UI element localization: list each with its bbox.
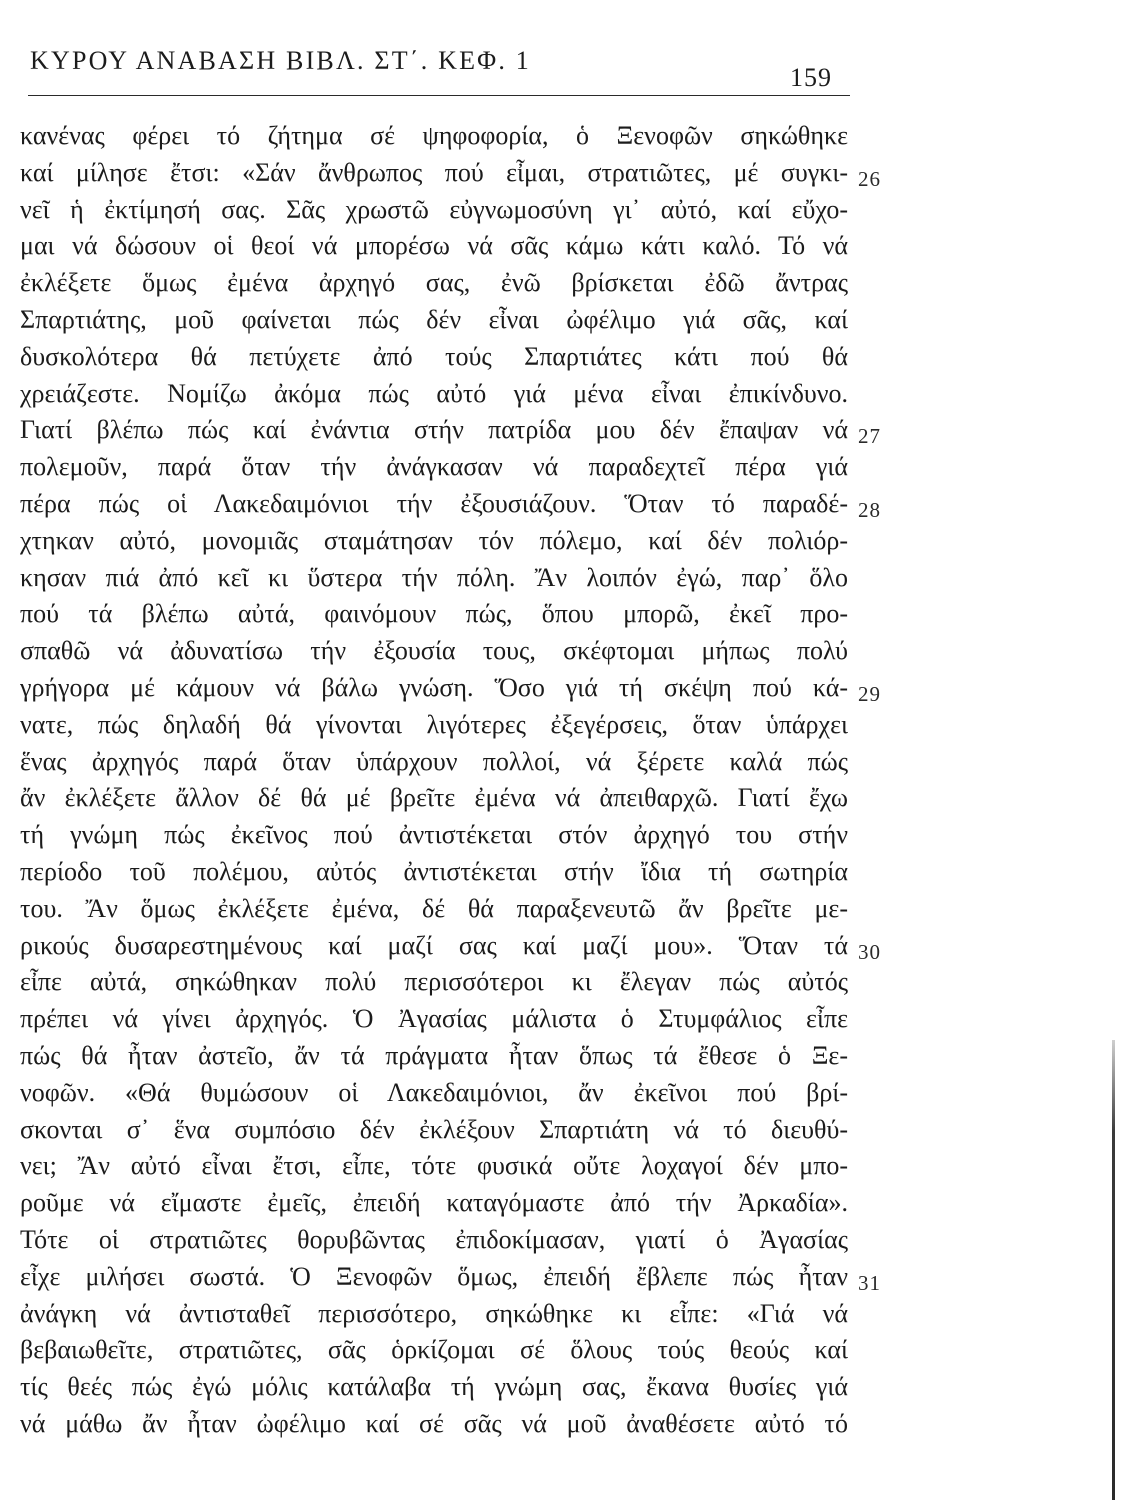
section-number: 26 — [858, 166, 881, 191]
text-row — [20, 155, 900, 192]
text-line: τίς θεές πώς ἐγώ μόλις κατάλαβα τή γνώμη σας, ἔκανα θυσίες γιά — [20, 1372, 848, 1402]
section-number: 27 — [858, 424, 881, 449]
text-line: γρήγορα μέ κάμουν νά βάλω γνώση. Ὅσο γιά τή σκέψη πού κά- — [20, 672, 848, 702]
text-row — [20, 670, 900, 707]
text-line: περίοδο τοῦ πολέμου, αὐτός ἀντιστέκεται στήν ἴδια τή σωτηρία — [20, 856, 848, 886]
text-row — [20, 265, 900, 302]
text-row — [20, 1075, 900, 1112]
text-row — [20, 1001, 900, 1038]
text-row — [20, 1112, 900, 1149]
text-line: νά μάθω ἄν ἦταν ὠφέλιμο καί σέ σᾶς νά μοῦ ἀναθέσετε αὐτό τό — [20, 1408, 848, 1438]
body-text — [20, 118, 900, 1443]
text-line: τή γνώμη πώς ἐκεῖνος πού ἀντιστέκεται στόν ἀρχηγό του στήν — [20, 820, 848, 850]
text-row — [20, 412, 900, 449]
text-line: του. Ἄν ὅμως ἐκλέξετε ἐμένα, δέ θά παραξενευτῶ ἄν βρεῖτε με- — [20, 893, 848, 923]
text-line: πολεμοῦν, παρά ὅταν τήν ἀνάγκασαν νά παραδεχτεῖ πέρα γιά — [20, 452, 848, 482]
text-row — [20, 1222, 900, 1259]
page-number: 159 — [790, 63, 832, 92]
text-row — [20, 1406, 900, 1443]
text-line: Τότε οἱ στρατιῶτες θορυβῶντας ἐπιδοκίμασαν, γιατί ὁ Ἀγασίας — [20, 1224, 848, 1254]
text-line: πώς θά ἦταν ἀστεῖο, ἄν τά πράγματα ἦταν ὅπως τά ἔθεσε ὁ Ξε- — [20, 1040, 848, 1070]
text-row — [20, 376, 900, 413]
text-row — [20, 192, 900, 229]
text-line: ρικούς δυσαρεστημένους καί μαζί σας καί μαζί μου». Ὅταν τά — [20, 930, 848, 960]
text-line: βεβαιωθεῖτε, στρατιῶτες, σᾶς ὁρκίζομαι σέ ὅλους τούς θεούς καί — [20, 1335, 848, 1365]
text-row — [20, 560, 900, 597]
section-number: 29 — [858, 681, 881, 706]
text-line: εἶπε αὐτά, σηκώθηκαν πολύ περισσότεροι κι ἔλεγαν πώς αὐτός — [20, 967, 848, 997]
text-line: Γιατί βλέπω πώς καί ἐνάντια στήν πατρίδα μου δέν ἔπαψαν νά — [20, 415, 848, 445]
text-line: κησαν πιά ἀπό κεῖ κι ὕστερα τήν πόλη. Ἄν λοιπόν ἐγώ, παρ᾿ ὅλο — [20, 562, 848, 592]
text-line: εἶχε μιλήσει σωστά. Ὁ Ξενοφῶν ὅμως, ἐπειδή ἔβλεπε πώς ἦταν — [20, 1261, 848, 1291]
text-line: πέρα πώς οἱ Λακεδαιμόνιοι τήν ἐξουσιάζουν. Ὅταν τό παραδέ- — [20, 488, 848, 518]
text-row — [20, 633, 900, 670]
text-row — [20, 891, 900, 928]
text-line: μαι νά δώσουν οἱ θεοί νά μπορέσω νά σᾶς κάμω κάτι καλό. Τό νά — [20, 231, 848, 261]
scan-edge-shadow — [1112, 1040, 1115, 1500]
text-row — [20, 523, 900, 560]
text-line: κανένας φέρει τό ζήτημα σέ ψηφοφορία, ὁ Ξενοφῶν σηκώθηκε — [20, 121, 848, 150]
text-line: πού τά βλέπω αὐτά, φαινόμουν πώς, ὅπου μπορῶ, ἐκεῖ προ- — [20, 599, 848, 629]
section-number: 31 — [858, 1270, 881, 1295]
text-row — [20, 1369, 900, 1406]
text-row — [20, 1296, 900, 1333]
text-row — [20, 1259, 900, 1296]
text-line: νει; Ἄν αὐτό εἶναι ἔτσι, εἶπε, τότε φυσικά οὔτε λοχαγοί δέν μπο- — [20, 1151, 848, 1181]
text-line: ἀνάγκη νά ἀντισταθεῖ περισσότερο, σηκώθηκε κι εἶπε: «Γιά νά — [20, 1298, 848, 1328]
text-line: σπαθῶ νά ἀδυνατίσω τήν ἐξουσία τους, σκέφτομαι μήπως πολύ — [20, 636, 848, 666]
text-row — [20, 118, 900, 155]
running-title: ΚΥΡΟΥ ΑΝΑΒΑΣΗ ΒΙΒΛ. ΣΤ΄. ΚΕΦ. 1 — [30, 46, 531, 75]
section-number: 30 — [858, 939, 881, 964]
text-line: δυσκολότερα θά πετύχετε ἀπό τούς Σπαρτιάτες κάτι πού θά — [20, 341, 848, 371]
text-line: χτηκαν αὐτό, μονομιᾶς σταμάτησαν τόν πόλεμο, καί δέν πολιόρ- — [20, 525, 848, 555]
section-number: 28 — [858, 497, 881, 522]
text-line: Σπαρτιάτης, μοῦ φαίνεται πώς δέν εἶναι ὠφέλιμο γιά σᾶς, καί — [20, 304, 848, 334]
text-row — [20, 302, 900, 339]
text-row — [20, 228, 900, 265]
text-line: νεῖ ἡ ἐκτίμησή σας. Σᾶς χρωστῶ εὐγνωμοσύνη γι᾿ αὐτό, καί εὔχο- — [20, 194, 848, 224]
text-row — [20, 928, 900, 965]
text-row — [20, 1038, 900, 1075]
text-line: σκονται σ᾿ ἕνα συμπόσιο δέν ἐκλέξουν Σπαρτιάτη νά τό διευθύ- — [20, 1114, 848, 1144]
header-rule — [28, 95, 850, 96]
text-row — [20, 486, 900, 523]
text-line: χρειάζεστε. Νομίζω ἀκόμα πώς αὐτό γιά μένα εἶναι ἐπικίνδυνο. — [20, 378, 848, 408]
text-row — [20, 744, 900, 781]
text-line: ροῦμε νά εἴμαστε ἐμεῖς, ἐπειδή καταγόμαστε ἀπό τήν Ἀρκαδία». — [20, 1188, 848, 1218]
text-row — [20, 780, 900, 817]
text-line: πρέπει νά γίνει ἀρχηγός. Ὁ Ἀγασίας μάλιστα ὁ Στυμφάλιος εἶπε — [20, 1004, 848, 1034]
text-line: νοφῶν. «Θά θυμώσουν οἱ Λακεδαιμόνιοι, ἄν ἐκεῖνοι πού βρί- — [20, 1077, 848, 1107]
text-row — [20, 1185, 900, 1222]
text-line: ἄν ἐκλέξετε ἄλλον δέ θά μέ βρεῖτε ἐμένα νά ἀπειθαρχῶ. Γιατί ἔχω — [20, 783, 848, 813]
text-row — [20, 596, 900, 633]
text-row — [20, 1148, 900, 1185]
text-row — [20, 964, 900, 1001]
text-line: νατε, πώς δηλαδή θά γίνονται λιγότερες ἐξεγέρσεις, ὅταν ὑπάρχει — [20, 709, 848, 739]
text-row — [20, 1332, 900, 1369]
text-row — [20, 339, 900, 376]
text-row — [20, 854, 900, 891]
text-line: ἐκλέξετε ὅμως ἐμένα ἀρχηγό σας, ἐνῶ βρίσκεται ἐδῶ ἄντρας — [20, 268, 848, 298]
text-row — [20, 449, 900, 486]
text-row — [20, 707, 900, 744]
text-line: καί μίλησε ἔτσι: «Σάν ἄνθρωπος πού εἶμαι, στρατιῶτες, μέ συγκι- — [20, 157, 848, 187]
text-row — [20, 817, 900, 854]
text-line: ἕνας ἀρχηγός παρά ὅταν ὑπάρχουν πολλοί, νά ξέρετε καλά πώς — [20, 746, 848, 776]
